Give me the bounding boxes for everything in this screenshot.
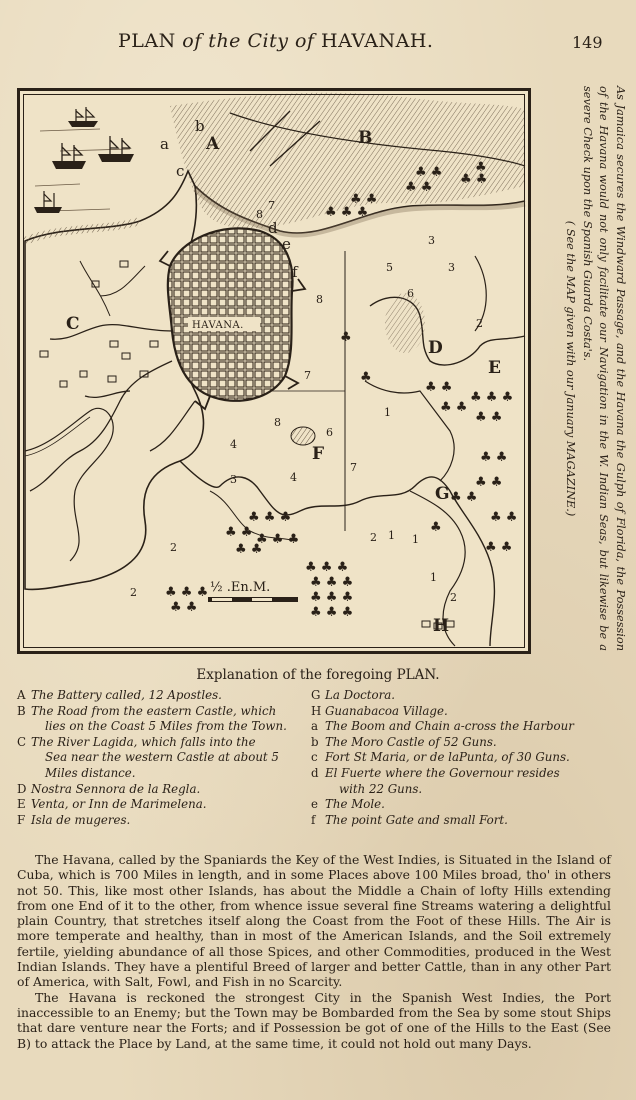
scale-label: ½ .En.M. [210,580,271,595]
svg-text:8: 8 [256,208,263,221]
svg-text:2: 2 [130,586,137,599]
shoal-d [385,293,425,353]
svg-text:a: a [160,135,169,153]
svg-text:d: d [268,219,278,237]
svg-text:F: F [312,444,325,464]
svg-text:3: 3 [230,473,237,486]
svg-text:♣ ♣: ♣ ♣ [485,540,513,555]
svg-text:♣ ♣ ♣: ♣ ♣ ♣ [165,585,209,600]
map-depth-numbers [130,199,483,604]
svg-text:e: e [282,235,291,253]
svg-text:5: 5 [386,261,393,274]
legend-row: G La Doctora. [311,688,396,702]
side-note-see-map: ( See the MAP given with our January MAGAZINE.) [564,220,578,517]
svg-text:♣ ♣ ♣: ♣ ♣ ♣ [325,205,369,220]
svg-text:♣ ♣: ♣ ♣ [480,450,508,465]
body-paragraph-2: The Havana is reckoned the strongest City in the Spanish West Indies, the Port inaccessible to an Enemy; but the Town may be Bombarded from the Sea by some stout Ships that dare venture near the Forts; and if Possession be got of one of the Hills to the East (See B) to attack the Place by Land, at the same time, it could not hold out many Days. [17,989,611,1051]
svg-text:♣: ♣ [430,520,442,535]
svg-text:7: 7 [350,461,357,474]
svg-text:1: 1 [384,406,391,419]
suburb-houses [40,261,158,387]
side-note-text: As Jamaica secures the Windward Passage, and the Havana the Gulph of Florida, the Possession of the Havana would not only facilitate our Navigation in the W. Indian Seas, but likewise be a severe Check upon the Spanish Guarda Costa's. [581,86,627,651]
title-city: HAVANAH. [321,30,434,52]
svg-text:1: 1 [388,529,395,542]
svg-text:2: 2 [450,591,457,604]
ship-icon-2 [52,143,86,169]
svg-text:6: 6 [326,426,333,439]
ship-icon-3 [98,136,134,162]
legend-row: c Fort St Maria, or de laPunta, of 30 Guns. [311,750,570,765]
regla-peninsula [370,297,525,365]
legend-right [311,688,611,828]
svg-text:♣ ♣: ♣ ♣ [405,180,433,195]
svg-text:b: b [195,117,205,135]
legend-row: d El Fuerte where the Governour resides [311,765,560,780]
western-coast [25,171,203,589]
svg-text:3: 3 [428,234,435,247]
svg-text:♣ ♣: ♣ ♣ [170,600,198,615]
side-note [540,86,630,656]
svg-text:♣ ♣: ♣ ♣ [490,510,518,525]
map-town-label: HAVANA. [192,320,244,331]
body-text [17,852,611,1051]
svg-text:♣ ♣: ♣ ♣ [350,192,378,207]
svg-text:♣ ♣ ♣: ♣ ♣ ♣ [305,560,349,575]
svg-text:8: 8 [316,293,323,306]
svg-text:♣ ♣: ♣ ♣ [235,542,263,557]
legend-row: A The Battery called, 12 Apostles. [17,688,222,702]
river-lagida [25,408,113,561]
svg-text:♣ ♣: ♣ ♣ [475,475,503,490]
svg-text:4: 4 [230,438,237,451]
title-middle: of the City of [182,30,315,52]
legend-row: C The River Lagida, which falls into the [17,734,256,749]
legend-row: e The Mole. [311,797,385,812]
svg-text:♣ ♣: ♣ ♣ [460,172,488,187]
guanabacoa-village [422,621,454,629]
svg-text:♣ ♣ ♣: ♣ ♣ ♣ [310,590,354,605]
svg-text:4: 4 [290,471,297,484]
svg-text:♣ ♣ ♣: ♣ ♣ ♣ [256,532,300,547]
page-title [118,30,498,52]
city-plan-map [20,91,528,651]
legend-row: f The point Gate and small Fort. [311,812,508,827]
svg-text:c: c [176,162,185,180]
svg-text:E: E [488,358,501,378]
eastern-hills [170,93,525,229]
legend-row: Sea near the western Castle at about 5 [45,750,279,765]
map-letter-labels [66,128,501,636]
legend-row: Miles distance. [45,765,136,780]
road-b [230,113,525,166]
svg-text:D: D [428,338,443,358]
map-frame [17,88,531,654]
legend-row: b The Moro Castle of 52 Guns. [311,734,497,749]
svg-text:♣ ♣: ♣ ♣ [415,165,443,180]
svg-text:♣ ♣: ♣ ♣ [225,525,253,540]
svg-text:8: 8 [274,416,281,429]
svg-text:♣ ♣ ♣: ♣ ♣ ♣ [310,575,354,590]
legend-left [17,688,307,828]
svg-text:G: G [435,484,450,504]
legend-row: with 22 Guns. [339,781,423,796]
svg-text:H: H [433,616,450,636]
svg-text:♣ ♣ ♣: ♣ ♣ ♣ [248,510,292,525]
svg-text:3: 3 [448,261,455,274]
page-number: 149 [572,33,603,52]
svg-text:♣: ♣ [360,370,372,385]
svg-text:7: 7 [268,199,275,212]
harbour-south-shore [180,461,494,646]
svg-text:7: 7 [304,369,311,382]
legend-row: B The Road from the eastern Castle, which [17,703,277,718]
legend-row: H Guanabacoa Village. [311,703,448,718]
svg-text:♣: ♣ [340,330,352,345]
svg-text:♣ ♣: ♣ ♣ [440,400,468,415]
legend-row: F Isla de mugeres. [17,812,131,827]
svg-text:2: 2 [170,541,177,554]
legend-row: E Venta, or Inn de Marimelena. [17,797,207,812]
havana-city-grid [168,228,293,400]
legend-row: D Nostra Sennora de la Regla. [17,781,201,796]
legend-row: a The Boom and Chain a-cross the Harbour [311,719,574,734]
svg-text:1: 1 [430,571,437,584]
body-paragraph-1: The Havana, called by the Spaniards the Key of the West Indies, is Situated in the Island of Cuba, which is 700 Miles in length, and in some Places above 100 Miles broad, tho' in others not 50. This, like most other Islands, has about the Middle a Chain of lofty Hills extending from one End of it to the other, from whence issue several fine Streams watering a delightful plain Country, that stretches itself along the Coast from the Foot of these Hills. The Air is more temperate and healthy, than in most of the American Islands, and the Soil extremely fertile, yielding abundance of all those Spices, and other Commodities, produced in the West Indian Islands. They have a plentiful Breed of larger and better Cattle, than in any other Part of America, with Salt, Fowl, and Fish in no Scarcity. [17,852,611,990]
ship-icon-1 [68,107,98,127]
svg-text:2: 2 [370,531,377,544]
svg-text:♣ ♣ ♣: ♣ ♣ ♣ [470,390,514,405]
explanation-title: Explanation of the foregoing PLAN. [196,667,440,683]
svg-text:2: 2 [476,317,483,330]
svg-text:A: A [206,134,220,154]
svg-text:6: 6 [407,287,414,300]
isla-de-mugeres [291,427,315,445]
svg-text:1: 1 [412,533,419,546]
scale-bar [208,580,298,602]
tree-clusters [165,160,517,620]
svg-text:f: f [292,263,298,281]
svg-text:C: C [66,314,80,334]
svg-text:B: B [358,128,373,148]
svg-text:♣ ♣ ♣: ♣ ♣ ♣ [310,605,354,620]
svg-text:♣: ♣ [475,160,487,175]
harbour-coast [195,186,525,233]
svg-text:♣ ♣: ♣ ♣ [425,380,453,395]
ship-icon-4 [34,191,62,213]
svg-text:♣ ♣: ♣ ♣ [450,490,478,505]
svg-text:♣ ♣: ♣ ♣ [475,410,503,425]
title-plan: PLAN [118,30,176,52]
legend-row: lies on the Coast 5 Miles from the Town. [45,719,287,734]
map-small-letters [160,117,299,281]
